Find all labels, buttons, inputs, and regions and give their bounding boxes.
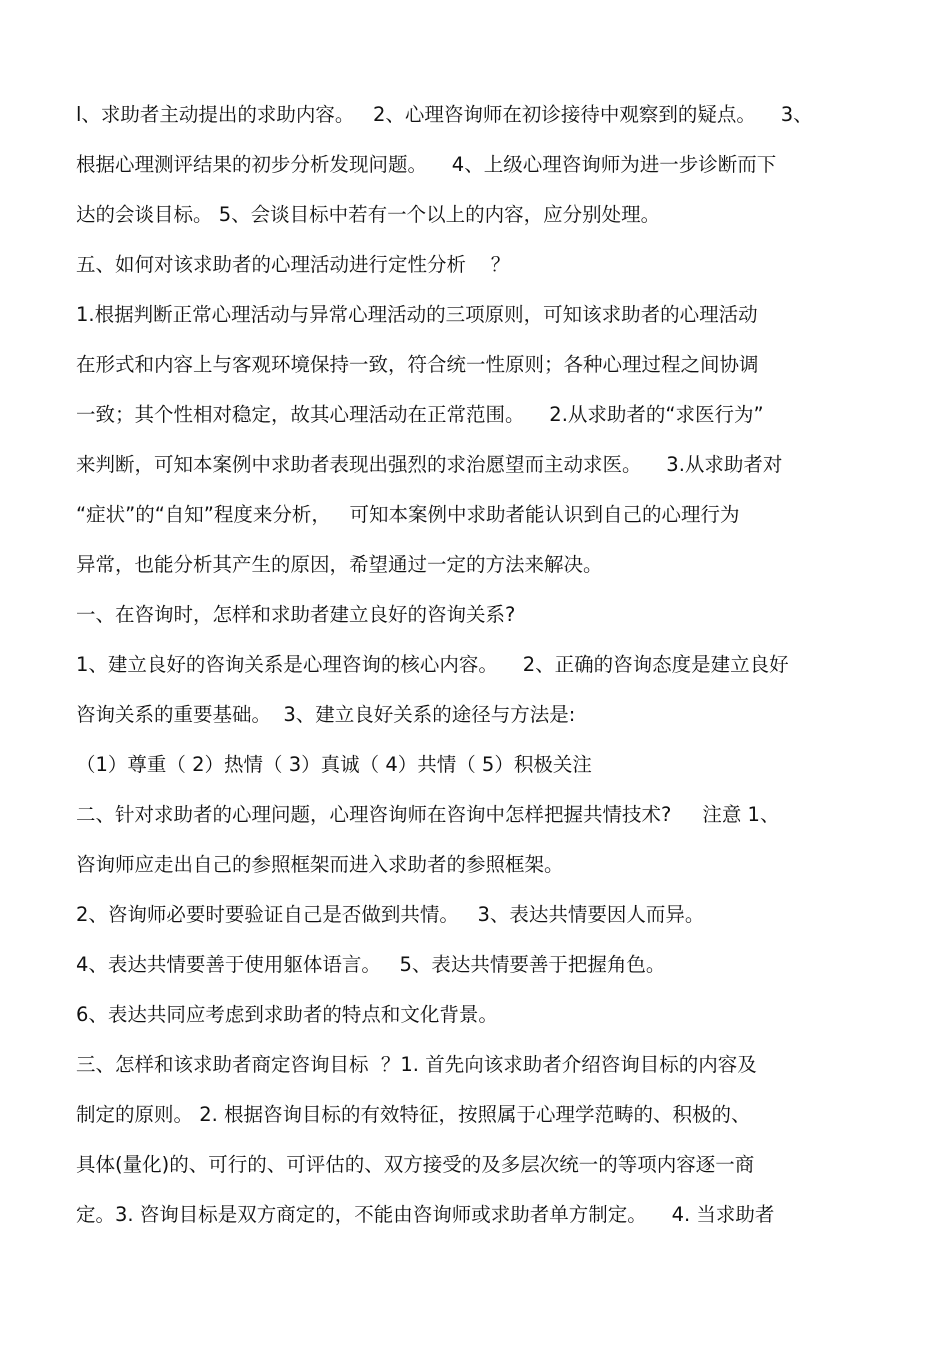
text-line: 咨询师应走出自己的参照框架而进入求助者的参照框架。 xyxy=(76,853,564,876)
text-line: 具体(量化)的、可行的、可评估的、双方接受的及多层次统一的等项内容逐一商 xyxy=(76,1153,755,1176)
text-line: 达的会谈目标。 5、会谈目标中若有一个以上的内容，应分别处理。 xyxy=(76,203,661,226)
text-line: （1）尊重（ 2）热情（ 3）真诚（ 4）共情（ 5）积极关注 xyxy=(76,753,592,776)
text-line: 6、表达共同应考虑到求助者的特点和文化背景。 xyxy=(76,1003,498,1026)
text-line: 一致；其个性相对稳定，故其心理活动在正常范围。 2.从求助者的“求医行为” xyxy=(76,403,764,426)
text-line: 在形式和内容上与客观环境保持一致，符合统一性原则；各种心理过程之间协调 xyxy=(76,353,759,376)
text-line: 2、咨询师必要时要验证自己是否做到共情。 3、表达共情要因人而异。 xyxy=(76,903,705,926)
text-line: “症状”的“自知”程度来分析， 可知本案例中求助者能认识到自己的心理行为 xyxy=(76,503,740,526)
section-heading: 三、怎样和该求助者商定咨询目标 ？1. 首先向该求助者介绍咨询目标的内容及 xyxy=(76,1053,757,1076)
section-heading: 二、针对求助者的心理问题，心理咨询师在咨询中怎样把握共情技术? 注意 1、 xyxy=(76,803,780,826)
text-line: 1.根据判断正常心理活动与异常心理活动的三项原则，可知该求助者的心理活动 xyxy=(76,303,758,326)
text-line: 定。3. 咨询目标是双方商定的，不能由咨询师或求助者单方制定。 4. 当求助者 xyxy=(76,1203,775,1226)
section-heading: 五、如何对该求助者的心理活动进行定性分析 ？ xyxy=(76,253,511,276)
text-line: l、求助者主动提出的求助内容。 2、心理咨询师在初诊接待中观察到的疑点。 3、 xyxy=(76,103,813,126)
text-line: 4、表达共情要善于使用躯体语言。 5、表达共情要善于把握角色。 xyxy=(76,953,666,976)
text-line: 来判断，可知本案例中求助者表现出强烈的求治愿望而主动求医。 3.从求助者对 xyxy=(76,453,783,476)
text-line: 咨询关系的重要基础。 3、建立良好关系的途径与方法是: xyxy=(76,703,576,726)
text-line: 1、建立良好的咨询关系是心理咨询的核心内容。 2、正确的咨询态度是建立良好 xyxy=(76,653,789,676)
text-line: 异常，也能分析其产生的原因，希望通过一定的方法来解决。 xyxy=(76,553,603,576)
text-line: 根据心理测评结果的初步分析发现问题。 4、上级心理咨询师为进一步诊断而下 xyxy=(76,153,777,176)
text-line: 制定的原则。 2. 根据咨询目标的有效特征，按照属于心理学范畴的、积极的、 xyxy=(76,1103,751,1126)
section-heading: 一、在咨询时，怎样和求助者建立良好的咨询关系? xyxy=(76,603,516,626)
